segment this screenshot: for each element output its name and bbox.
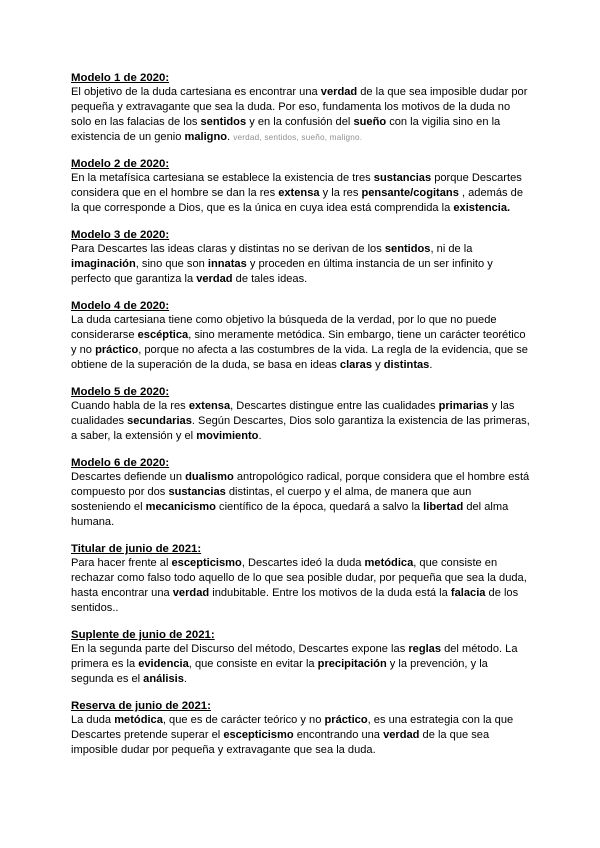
keyword: metódica [114, 714, 163, 726]
keyword: extensa [278, 187, 320, 199]
keyword-note: verdad, sentidos, sueño, maligno. [233, 133, 363, 142]
keyword: pensante/cogitans [361, 187, 459, 199]
section-title: Modelo 3 de 2020: [71, 229, 170, 241]
document-page [71, 71, 531, 770]
keyword: escepticismo [171, 557, 242, 569]
section-body [71, 171, 531, 216]
body-text: de los sentidos.. [71, 587, 519, 614]
keyword: dualismo [185, 471, 234, 483]
section-body [71, 713, 531, 758]
body-text: Para Descartes las ideas claras y distintas no se derivan de los [71, 243, 385, 255]
body-text: porque Descartes considera que en el hombre se dan la res [71, 172, 522, 199]
body-text: . [429, 359, 433, 371]
section-modelo-5 [71, 385, 531, 444]
section-body [71, 642, 531, 687]
section-title: Modelo 5 de 2020: [71, 386, 170, 398]
section-title: Modelo 6 de 2020: [71, 457, 170, 469]
body-text: La duda [71, 714, 115, 726]
body-text: El objetivo de la duda cartesiana es encontrar una [71, 86, 321, 98]
keyword: verdad [196, 273, 233, 285]
keyword: claras [339, 359, 373, 371]
body-text: indubitable. Entre los motivos de la duda está la [209, 587, 451, 599]
keyword: escepticismo [223, 729, 294, 741]
keyword: distintas [383, 359, 430, 371]
keyword: movimiento [196, 430, 259, 442]
section-title: Suplente de junio de 2021: [71, 629, 215, 641]
keyword: existencia. [453, 202, 511, 214]
section-modelo-6 [71, 456, 531, 530]
body-text: y proceden en última instancia de un ser infinito y perfecto que garantiza la [71, 258, 493, 285]
body-text: del método. La primera es la [71, 643, 518, 670]
section-title: Reserva de junio de 2021: [71, 700, 211, 712]
keyword: libertad [423, 501, 464, 513]
section-reserva-junio-2021 [71, 699, 531, 758]
section-body [71, 242, 531, 287]
body-text: , que consiste en evitar la [188, 658, 318, 670]
section-title: Modelo 1 de 2020: [71, 72, 170, 84]
keyword: secundarias [127, 415, 192, 427]
keyword: innatas [207, 258, 247, 270]
body-text: y en la confusión del [246, 116, 354, 128]
body-text: , que es de carácter teórico y no [162, 714, 325, 726]
section-titular-junio-2021 [71, 542, 531, 616]
body-text: , Descartes ideó la duda [241, 557, 365, 569]
section-body [71, 470, 531, 530]
body-text: , que consiste en rechazar como falso todo aquello de lo que sea posible dudar, por pequeña que sea la duda, hasta encontrar una [71, 557, 527, 599]
section-modelo-2 [71, 157, 531, 216]
keyword: precipitación [317, 658, 387, 670]
body-text: del alma humana. [71, 501, 509, 528]
keyword: verdad [383, 729, 420, 741]
body-text: de tales ideas. [232, 273, 308, 285]
body-text: Descartes defiende un [71, 471, 186, 483]
section-modelo-4 [71, 299, 531, 373]
keyword: extensa [188, 400, 231, 412]
body-text: , sino meramente metódica. Sin embargo, tiene un carácter teorético y no [71, 329, 526, 356]
body-text: científico de la época, quedará a salvo la [215, 501, 424, 513]
keyword: reglas [408, 643, 442, 655]
body-text: y [372, 359, 384, 371]
body-text: , Descartes distingue entre las cualidades [230, 400, 439, 412]
body-text: con la vigilia sino en la existencia de un genio [71, 116, 501, 143]
body-text: y la res [319, 187, 362, 199]
body-text: y las cualidades [71, 400, 515, 427]
body-text: encontrando una [293, 729, 384, 741]
body-text: Cuando habla de la res [71, 400, 189, 412]
keyword: maligno [184, 131, 228, 143]
keyword: sustancias [373, 172, 432, 184]
body-text: , porque no afecta a las costumbres de la vida. La regla de la evidencia, que se obtiene de la superación de la duda, se basa en ideas [71, 344, 528, 371]
keyword: sustancias [168, 486, 226, 498]
section-body [71, 556, 531, 616]
body-text: de la que sea imposible dudar por pequeña y extravagante que sea la duda. [71, 729, 490, 756]
keyword: falacia [450, 587, 486, 599]
section-title: Modelo 2 de 2020: [71, 158, 170, 170]
body-text: , sino que son [135, 258, 208, 270]
section-suplente-junio-2021 [71, 628, 531, 687]
section-modelo-3 [71, 228, 531, 287]
body-text: . Según Descartes, Dios solo garantiza la existencia de las primeras, a saber, la extensión y el [71, 415, 530, 442]
body-text: , ni de la [430, 243, 473, 255]
body-text: , además de la que corresponde a Dios, que es la única en cuya idea está comprendida la [71, 187, 524, 214]
body-text: de la que sea imposible dudar por pequeña y extravagante que sea la duda. Por eso, fundamenta los motivos de la duda no solo en las falacias de los [71, 86, 528, 128]
keyword: escéptica [137, 329, 189, 341]
body-text: y la prevención, y la segunda es el [71, 658, 488, 685]
section-body [71, 313, 531, 373]
body-text: antropológico radical, porque considera que el hombre está compuesto por dos [71, 471, 530, 498]
body-text: En la metafísica cartesiana se establece la existencia de tres [71, 172, 374, 184]
keyword: evidencia [138, 658, 189, 670]
body-text: En la segunda parte del Discurso del método, Descartes expone las [71, 643, 409, 655]
keyword: metódica [364, 557, 414, 569]
keyword: sentidos [384, 243, 431, 255]
body-text: . [258, 430, 262, 442]
keyword: mecanicismo [145, 501, 216, 513]
section-modelo-1 [71, 71, 531, 145]
body-text: , es una estrategia con la que Descartes pretende superar el [71, 714, 514, 741]
section-body [71, 399, 531, 444]
keyword: análisis [143, 673, 184, 685]
keyword: verdad [172, 587, 210, 599]
body-text: . [183, 673, 187, 685]
keyword: práctico [324, 714, 368, 726]
keyword: verdad [320, 86, 358, 98]
body-text: . [227, 131, 234, 143]
keyword: práctico [95, 344, 139, 356]
section-body [71, 85, 531, 145]
body-text: Para hacer frente al [71, 557, 172, 569]
keyword: primarias [438, 400, 489, 412]
keyword: sentidos [200, 116, 247, 128]
section-title: Titular de junio de 2021: [71, 543, 202, 555]
keyword: imaginación [71, 258, 136, 270]
section-title: Modelo 4 de 2020: [71, 300, 170, 312]
body-text: distintas, el cuerpo y el alma, de manera que aun sosteniendo el [71, 486, 472, 513]
body-text: La duda cartesiana tiene como objetivo la búsqueda de la verdad, por lo que no puede considerarse [71, 314, 497, 341]
keyword: sueño [353, 116, 387, 128]
